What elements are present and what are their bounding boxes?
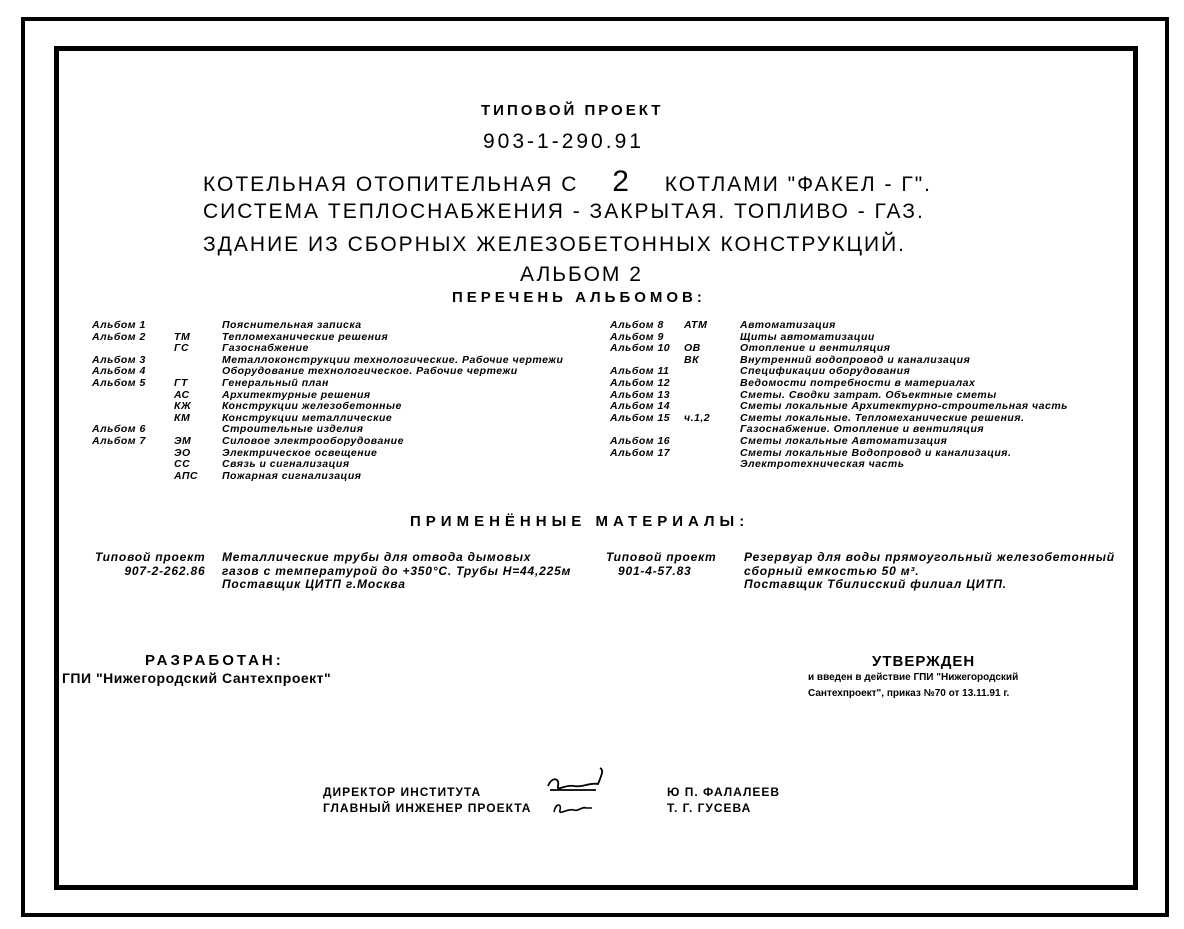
album-code: ч.1,2 bbox=[684, 411, 711, 424]
album-description: Газоснабжение bbox=[222, 342, 309, 355]
album-description: Архитектурные решения bbox=[222, 388, 371, 401]
album-description: Сметы локальные Архитектурно-строительная часть bbox=[740, 400, 1068, 413]
album-code bbox=[684, 401, 740, 413]
album-label bbox=[92, 390, 174, 402]
materials-left-text-3: Поставщик ЦИТП г.Москва bbox=[222, 577, 406, 591]
album-description: Электротехническая часть bbox=[740, 458, 905, 471]
album-label: Альбом 5 bbox=[92, 376, 146, 389]
materials-left-text-1: Металлические трубы для отвода дымовых bbox=[222, 550, 532, 564]
approved-line-1: и введен в действие ГПИ "Нижегородский bbox=[808, 672, 1019, 683]
materials-right-text-2: сборный емкостью 50 м³. bbox=[744, 563, 920, 578]
album-description: Конструкции металлические bbox=[222, 411, 393, 424]
album-description: Сметы локальные Водопровод и канализация. bbox=[740, 446, 1012, 459]
album-label: Альбом 3 bbox=[92, 353, 146, 366]
materials-left-text bbox=[222, 551, 571, 592]
materials-left-label-1: Типовой проект bbox=[95, 550, 206, 564]
album-description: Автоматизация bbox=[740, 319, 836, 331]
album-description: Связь и сигнализация bbox=[222, 458, 350, 471]
album-description: Газоснабжение. Отопление и вентиляция bbox=[740, 423, 985, 436]
album-description: Сметы локальные Автоматизация bbox=[740, 434, 948, 447]
album-code: КМ bbox=[174, 411, 191, 424]
signature-marks bbox=[540, 764, 620, 820]
album-description: Отопление и вентиляция bbox=[740, 342, 891, 355]
materials-right-text-1: Резервуар для воды прямоугольный железобетонный bbox=[744, 550, 1115, 564]
name-director: Ю П. ФАЛАЛЕЕВ bbox=[667, 785, 781, 799]
album-row bbox=[610, 401, 1068, 413]
album-label: Альбом 8 bbox=[610, 319, 664, 331]
album-code: АС bbox=[174, 388, 190, 401]
album-label: Альбом 13 bbox=[610, 388, 671, 401]
album-description: Сметы. Сводки затрат. Объектные сметы bbox=[740, 388, 997, 401]
album-label bbox=[610, 459, 684, 471]
album-description: Строительные изделия bbox=[222, 423, 364, 436]
album-code: ОВ bbox=[684, 342, 701, 355]
album-label: Альбом 10 bbox=[610, 342, 671, 355]
project-type: ТИПОВОЙ ПРОЕКТ bbox=[481, 102, 664, 119]
album-description: Ведомости потребности в материалах bbox=[740, 376, 976, 389]
album-description: Тепломеханические решения bbox=[222, 330, 389, 343]
album-description: Спецификации оборудования bbox=[740, 365, 911, 378]
album-description: Сметы локальные. Тепломеханические решения. bbox=[740, 411, 1025, 424]
album-description: Металлоконструкции технологические. Рабочие чертежи bbox=[222, 353, 564, 366]
signature-names bbox=[667, 784, 780, 816]
album-code bbox=[174, 355, 222, 367]
materials-right-text bbox=[744, 551, 1115, 592]
album-label: Альбом 7 bbox=[92, 434, 146, 447]
album-code: АТМ bbox=[684, 319, 708, 331]
album-code: ГТ bbox=[174, 376, 188, 389]
album-label: Альбом 9 bbox=[610, 330, 664, 343]
album-code: СС bbox=[174, 458, 191, 471]
album-label: Альбом 11 bbox=[610, 365, 670, 378]
album-label bbox=[92, 471, 174, 483]
materials-left-label bbox=[95, 551, 205, 578]
album-row bbox=[92, 378, 563, 390]
album-code bbox=[684, 448, 740, 460]
album-description: Генеральный план bbox=[222, 376, 329, 389]
approved-text bbox=[808, 670, 1018, 702]
materials-left-label-2: 907-2-262.86 bbox=[124, 563, 206, 578]
album-row bbox=[92, 471, 563, 483]
materials-right-label-1: Типовой проект bbox=[606, 550, 717, 564]
role-chief-engineer: ГЛАВНЫЙ ИНЖЕНЕР ПРОЕКТА bbox=[323, 801, 532, 815]
album-row bbox=[92, 401, 563, 413]
album-code: АПС bbox=[174, 469, 198, 482]
album-number: АЛЬБОМ 2 bbox=[520, 263, 643, 286]
developed-title: РАЗРАБОТАН: bbox=[145, 652, 284, 669]
album-code: ГС bbox=[174, 342, 190, 355]
name-chief-engineer: Т. Г. ГУСЕВА bbox=[667, 801, 752, 815]
album-label: Альбом 15 bbox=[610, 411, 671, 424]
album-label: Альбом 12 bbox=[610, 376, 671, 389]
boiler-count: 2 bbox=[612, 165, 631, 198]
album-list-right bbox=[610, 320, 1068, 471]
album-label: Альбом 2 bbox=[92, 330, 146, 343]
role-director: ДИРЕКТОР ИНСТИТУТА bbox=[323, 785, 482, 799]
album-label: Альбом 14 bbox=[610, 400, 671, 413]
title-line-1b: КОТЛАМИ "ФАКЕЛ - Г". bbox=[664, 173, 932, 196]
album-label: Альбом 1 bbox=[92, 319, 146, 331]
album-description: Пожарная сигнализация bbox=[222, 469, 362, 482]
approved-title: УТВЕРЖДЕН bbox=[872, 653, 976, 670]
album-code bbox=[684, 390, 740, 402]
album-code bbox=[684, 424, 740, 436]
album-row bbox=[92, 436, 563, 448]
title-line-2: СИСТЕМА ТЕПЛОСНАБЖЕНИЯ - ЗАКРЫТАЯ. ТОПЛИВО - ГАЗ. bbox=[203, 200, 925, 223]
album-label: Альбом 4 bbox=[92, 365, 146, 378]
album-label bbox=[92, 459, 174, 471]
album-code bbox=[684, 459, 740, 471]
title-line-1a: КОТЕЛЬНАЯ ОТОПИТЕЛЬНАЯ С bbox=[203, 173, 579, 196]
album-label: Альбом 16 bbox=[610, 434, 671, 447]
album-row bbox=[92, 459, 563, 471]
album-code bbox=[684, 366, 740, 378]
project-number: 903-1-290.91 bbox=[483, 130, 644, 153]
album-label: Альбом 6 bbox=[92, 423, 146, 436]
materials-right-label-2: 901-4-57.83 bbox=[618, 563, 692, 578]
materials-right-text-3: Поставщик Тбилисский филиал ЦИТП. bbox=[744, 577, 1007, 591]
album-description: Внутренний водопровод и канализация bbox=[740, 353, 971, 366]
materials-right-label bbox=[606, 551, 716, 578]
album-label bbox=[92, 401, 174, 413]
album-label bbox=[92, 448, 174, 460]
album-description: Щиты автоматизации bbox=[740, 330, 875, 343]
album-row bbox=[610, 378, 1068, 390]
album-row bbox=[92, 320, 563, 332]
album-code bbox=[684, 436, 740, 448]
album-description: Оборудование технологическое. Рабочие чертежи bbox=[222, 365, 518, 378]
developed-org: ГПИ "Нижегородский Сантехпроект" bbox=[62, 670, 332, 686]
title-line-1 bbox=[203, 165, 932, 199]
album-code: ЭМ bbox=[174, 434, 192, 447]
album-list-left bbox=[92, 320, 563, 482]
album-code bbox=[684, 378, 740, 390]
approved-line-2: Сантехпроект", приказ №70 от 13.11.91 г. bbox=[808, 688, 1010, 699]
signature-roles bbox=[323, 784, 531, 816]
album-code: ТМ bbox=[174, 330, 191, 343]
materials-heading: ПРИМЕНЁННЫЕ МАТЕРИАЛЫ: bbox=[410, 513, 750, 530]
album-description: Электрическое освещение bbox=[222, 446, 378, 459]
materials-left-text-2: газов с температурой до +350°С. Трубы Н=44,225м bbox=[222, 563, 572, 578]
album-description: Силовое электрооборудование bbox=[222, 434, 404, 447]
album-row bbox=[92, 332, 563, 344]
album-code bbox=[174, 320, 222, 332]
album-code: ЭО bbox=[174, 446, 191, 459]
album-description: Пояснительная записка bbox=[222, 319, 362, 331]
album-description: Конструкции железобетонные bbox=[222, 400, 402, 413]
album-row bbox=[610, 436, 1068, 448]
album-row bbox=[610, 459, 1068, 471]
album-list-heading: ПЕРЕЧЕНЬ АЛЬБОМОВ: bbox=[452, 289, 706, 306]
album-label: Альбом 17 bbox=[610, 446, 671, 459]
title-line-3: ЗДАНИЕ ИЗ СБОРНЫХ ЖЕЛЕЗОБЕТОННЫХ КОНСТРУКЦИЙ. bbox=[203, 233, 907, 256]
album-code: КЖ bbox=[174, 400, 192, 413]
album-code: ВК bbox=[684, 353, 700, 366]
album-row bbox=[610, 320, 1068, 332]
